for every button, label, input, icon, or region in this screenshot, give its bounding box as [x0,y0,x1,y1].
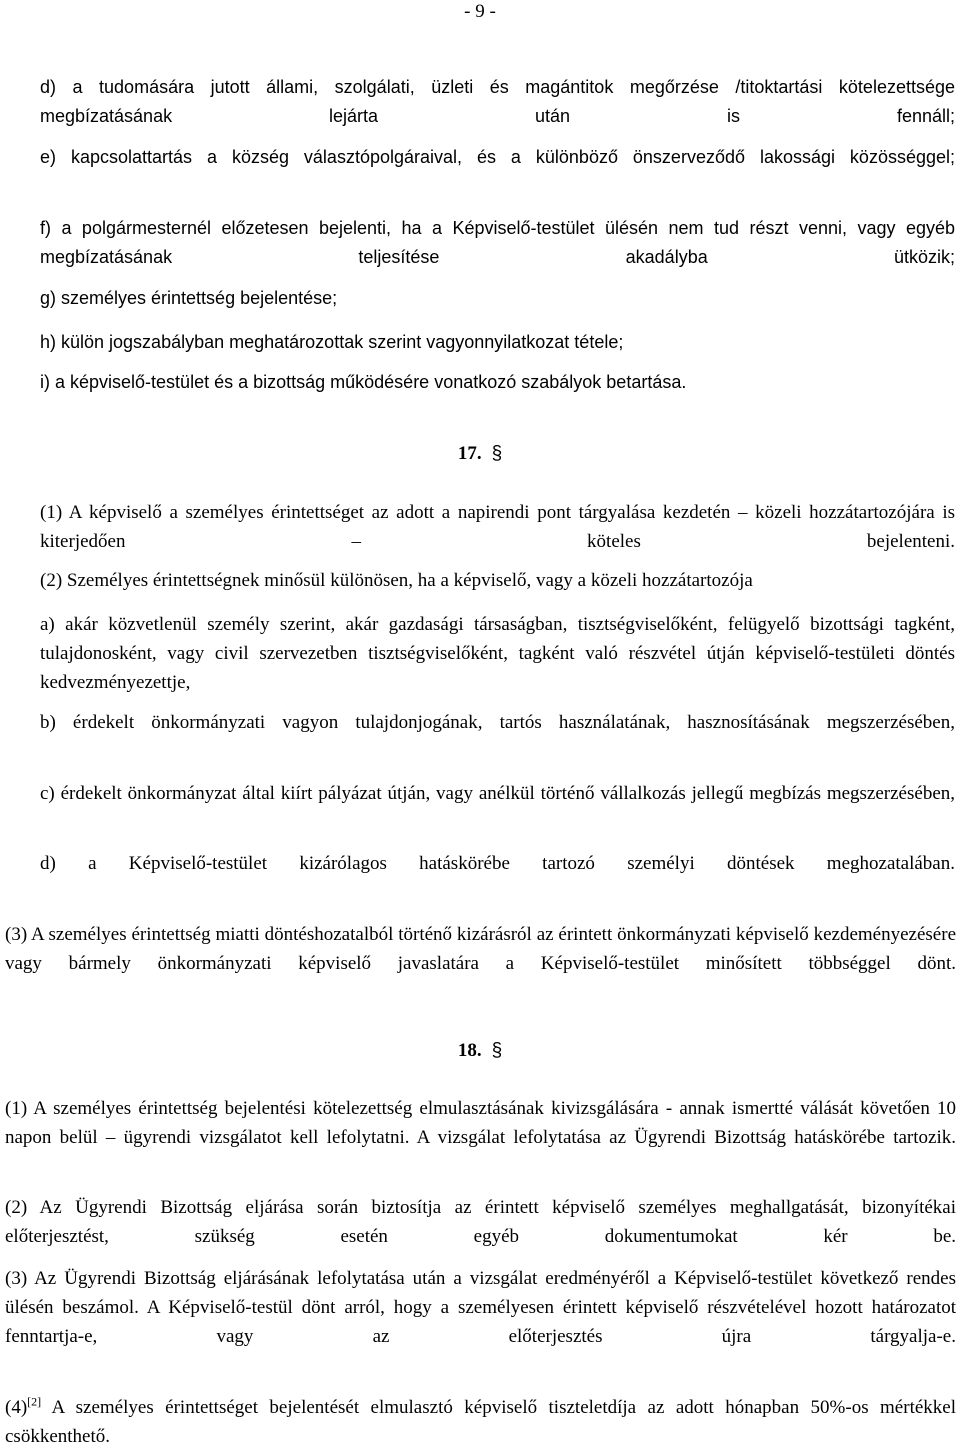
list-item-d: d) a tudomására jutott állami, szolgálati, üzleti és magántitok megőrzése /titoktartási kötelezettsége megbízatásának lejárta után is fennáll; [40,77,955,126]
sec18-paragraph-4 [5,1393,956,1451]
list-item-f: f) a polgármesternél előzetesen bejelenti, ha a Képviselő-testület ülésén nem tud részt venni, vagy egyéb megbízatásának teljesítése akadályba ütközik; [40,218,955,267]
section-17-number: 17. [457,443,482,464]
list-item-e: e) kapcsolattartás a község választópolgáraival, és a különböző önszerveződő lakossági közösséggel; [40,147,955,167]
section-17-heading [0,439,960,468]
sec17-item-a: a) akár közvetlenül személy szerint, akár gazdasági társaságban, tisztségviselőként, felügyelő bizottsági tagként, tulajdonosként, vagy civil szervezetben tisztségviselőként, tagként való részvétel útján képviselő-testületi döntés kedvezményezettje, [40,614,955,693]
section-18-number: 18. [457,1040,482,1061]
sec17-item-d: d) a Képviselő-testület kizárólagos hatáskörébe tartozó személyi döntések meghozatalában. [40,853,955,874]
section-sign: § [491,1040,503,1061]
sec18-paragraph-2: (2) Az Ügyrendi Bizottság eljárása során biztosítja az érintett képviselő személyes meghallgatását, bizonyítékai előterjesztést, szükség esetén egyéb dokumentumokat kér be. [5,1197,956,1247]
list-item-g: g) személyes érintettség bejelentése; [40,288,338,308]
sec18-paragraph-1: (1) A személyes érintettség bejelentési kötelezettség elmulasztásának kivizsgálására - annak ismertté válását követően 10 napon belül – ügyrendi vizsgálatot kell lefolytatni. A vizsgálat lefolytatása az Ügyrendi Bizottság hatáskörébe tartozik. [5,1098,956,1148]
sec17-paragraph-2: (2) Személyes érintettségnek minősül különösen, ha a képviselő, vagy a közeli hozzátartozója [40,570,753,591]
sec18-paragraph-3: (3) Az Ügyrendi Bizottság eljárásának lefolytatása után a vizsgálat eredményéről a Képviselő-testület következő rendes ülésén beszámol. A Képviselő-testül dönt arról, hogy a személyesen érintett képviselő részvételével hozott határozatot fenntartja-e, vagy az előterjesztés újra tárgyalja-e. [5,1268,956,1347]
paragraph-4-text: A személyes érintettséget bejelentését elmulasztó képviselő tiszteletdíja az adott hónapban 50%-os mértékkel csökkenthető. [5,1397,956,1447]
list-item-i: i) a képviselő-testület és a bizottság működésére vonatkozó szabályok betartása. [40,372,687,392]
footnote-reference[interactable]: [2] [27,1394,42,1409]
paragraph-4-number: (4) [5,1397,28,1418]
sec17-paragraph-1: (1) A képviselő a személyes érintettséget az adott a napirendi pont tárgyalása kezdetén – közeli hozzátartozójára is kiterjedően – köteles bejelenteni. [40,502,955,552]
section-18-heading [0,1036,960,1065]
page-number: - 9 - [464,1,496,22]
sec17-item-b: b) érdekelt önkormányzati vagyon tulajdonjogának, tartós használatának, hasznosításának megszerzésében, [40,712,955,733]
sec17-item-c: c) érdekelt önkormányzat által kiírt pályázat útján, vagy anélkül történő vállalkozás jellegű megbízás megszerzésében, [40,783,955,804]
list-item-h: h) külön jogszabályban meghatározottak szerint vagyonnyilatkozat tétele; [40,332,624,352]
section-sign: § [491,443,503,464]
sec17-paragraph-3: (3) A személyes érintettség miatti döntéshozatalból történő kizárásról az érintett önkormányzati képviselő kezdeményezésére vagy bármely önkormányzati képviselő javaslatára a Képviselő-testület minősített többséggel dönt. [5,924,956,974]
